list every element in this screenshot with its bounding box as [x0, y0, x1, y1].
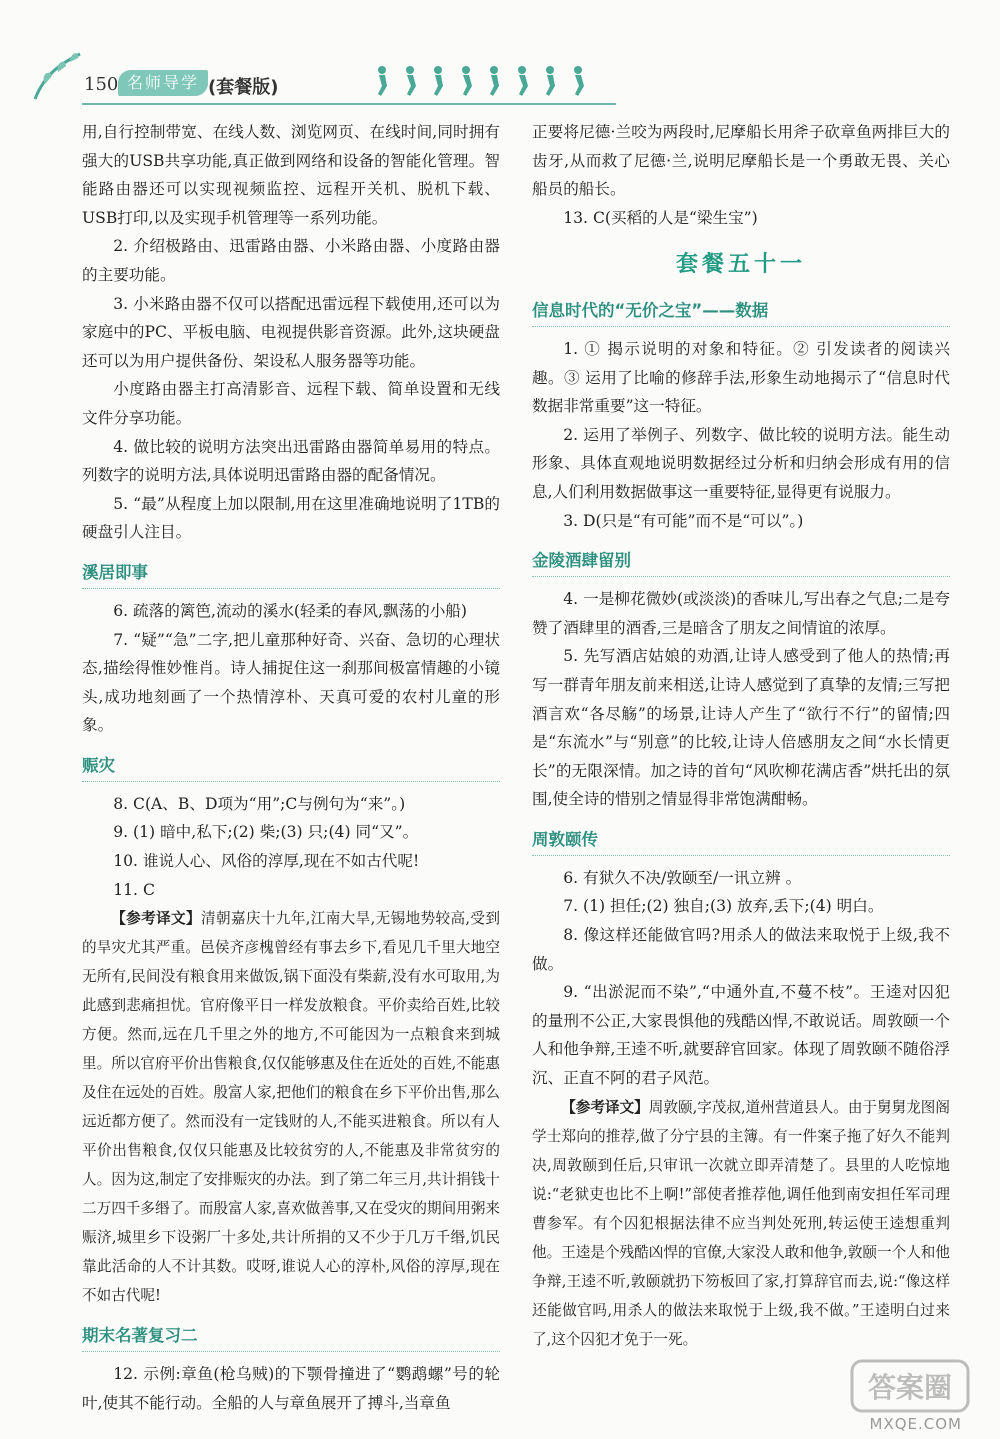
answer-item: 12. 示例:章鱼(枪乌贼)的下颚骨撞进了“鹦鹉螺”号的轮叶,使其不能行动。全船的人与章鱼展开了搏斗,当章鱼	[82, 1365, 500, 1412]
reference-translation	[532, 1093, 950, 1354]
answer-item: 13. C(买稻的人是“梁生宝”)	[563, 208, 758, 227]
answer-item: 10. 谁说人心、风俗的淳厚,现在不如古代呢!	[113, 852, 420, 871]
right-column	[532, 118, 950, 1354]
reference-translation	[82, 904, 500, 1310]
answer-item: 6. 有狱久不决/敦颐至/一讯立辨 。	[563, 868, 802, 887]
answer-item: 2. 运用了举例子、列数字、做比较的说明方法。能生动形象、具体直观地说明数据经过分析和归纳会形成有用的信息,人们利用数据做事这一重要特征,显得更有说服力。	[532, 425, 950, 501]
answer-item: 9. (1) 暗中,私下;(2) 柴;(3) 只;(4) 同“又”。	[113, 823, 419, 842]
reference-label: 【参考译文】	[561, 1098, 649, 1116]
section-title: 周敦颐传	[532, 826, 950, 856]
series-title: 名师导学	[118, 70, 208, 96]
decorative-vine-icon	[30, 44, 90, 104]
section-title: 期末名著复习二	[82, 1322, 500, 1352]
edition-label: (套餐版)	[208, 77, 279, 98]
watermark-url: MXQE.COM	[869, 1415, 962, 1433]
page-number: 150	[84, 74, 119, 95]
paragraph: 用,自行控制带宽、在线人数、浏览网页、在线时间,同时拥有强大的USB共享功能,真正做到网络和设备的智能化管理。智能路由器还可以实现视频监控、远程开关机、脱机下载、USB打印,以及实现手机管理等一系列功能。	[82, 123, 500, 227]
answer-item: 8. 像这样还能做官吗?用杀人的做法来取悦于上级,我不做。	[532, 926, 950, 973]
answer-item: 4. 一是柳花微妙(或淡淡)的香味儿,写出春之气息;二是夸赞了酒肆里的酒香,三是暗含了朋友之间情谊的浓厚。	[532, 590, 950, 637]
running-figures-icon	[372, 64, 604, 98]
answer-item: 1. ① 揭示说明的对象和特征。② 引发读者的阅读兴趣。③ 运用了比喻的修辞手法,形象生动地揭示了“信息时代数据非常重要”这一特征。	[532, 339, 950, 416]
reference-text: 清朝嘉庆十九年,江南大旱,无锡地势较高,受到的旱灾尤其严重。邑侯齐彦槐曾经有事去乡下,看见几千里大地空无所有,民间没有粮食用来做饭,锅下面没有柴薪,没有水可取用,为此感到悲痛担忧。官府像平日一样发放粮食。平价卖给百姓,比较方便。然而,远在几千里之外的地方,不可能因为一点粮食来到城里。所以官府平价出售粮食,仅仅能够惠及住在近处的百姓,不能惠及住在远处的百姓。殷富人家,把他们的粮食在乡下平价出售,那么远近都方便了。然而没有一定钱财的人,不能买进粮食。所以有人平价出售粮食,仅仅只能惠及比较贫穷的人,不能惠及非常贫穷的人。因为这,制定了安排赈灾的办法。到了第二年三月,共计捐钱十二万四千多缗了。而殷富人家,喜欢做善事,又在受灾的期间用粥来赈济,城里乡下设粥厂十多处,共计所捐的又不少于几万千缗,饥民靠此活命的人不计其数。哎呀,谁说人心的淳朴,风俗的淳厚,现在不如古代呢!	[82, 910, 500, 1305]
set-title: 套餐五十一	[675, 251, 806, 278]
answer-item: 4. 做比较的说明方法突出迅雷路由器简单易用的特点。列数字的说明方法,具体说明迅雷路由器的配备情况。	[82, 437, 500, 485]
section-title: 金陵酒肆留别	[532, 547, 950, 577]
answer-item: 5. 先写酒店姑娘的劝酒,让诗人感受到了他人的热情;再写一群青年朋友前来相送,让诗人感觉到了真挚的友情;三写把酒言欢“各尽觞”的场景,让诗人产生了“欲行不行”的留情;四是“东流水”与“别意”的比较,让诗人倍感朋友之间“水长情更长”的无限深情。加之诗的首句“风吹柳花满店香”烘托出的氛围,使全诗的惜别之情显得非常饱满酣畅。	[532, 647, 950, 809]
reference-text: 周敦颐,字茂叔,道州营道县人。由于舅舅龙图阁学士郑向的推荐,做了分宁县的主簿。有一件案子拖了好久不能判决,周敦颐到任后,只审讯一次就立即弄清楚了。县里的人吃惊地说:“老狱吏也比不上啊!”部使者推荐他,调任他到南安担任军司理曹参军。有个囚犯根据法律不应当判处死刑,转运使王逵想重判他。王逵是个残酷凶悍的官僚,大家没人敢和他争,敦颐一个人和他争辩,王逵不听,敦颐就扔下笏板回了家,打算辞官而去,说:“像这样还能做官吗,用杀人的做法来取悦于上级,我不做。”王逵明白过来了,这个囚犯才免于一死。	[532, 1098, 950, 1348]
header-rule	[82, 103, 616, 105]
paragraph: 正要将尼德·兰咬为两段时,尼摩船长用斧子砍章鱼两排巨大的齿牙,从而救了尼德·兰,说明尼摩船长是一个勇敢无畏、关心船员的船长。	[532, 123, 950, 199]
section-title: 溪居即事	[82, 559, 500, 589]
answer-item: 5. “最”从程度上加以限制,用在这里准确地说明了1TB的硬盘引人注目。	[82, 494, 500, 542]
section-title: 赈灾	[82, 752, 500, 782]
answer-item: 7. (1) 担任;(2) 独自;(3) 放弃,丢下;(4) 明白。	[563, 897, 884, 916]
watermark-logo-text: 答案圈	[867, 1371, 953, 1404]
answer-item: 3. 小米路由器不仅可以搭配迅雷远程下载使用,还可以为家庭中的PC、平板电脑、电视提供影音资源。此外,这块硬盘还可以为用户提供备份、架设私人服务器等功能。	[82, 294, 500, 370]
answer-item: 6. 疏落的篱笆,流动的溪水(轻柔的春风,飘荡的小船)	[113, 601, 467, 620]
answer-item: 3. D(只是“有可能”而不是“可以”。)	[563, 511, 804, 530]
section-title: 信息时代的“无价之宝”——数据	[532, 297, 950, 327]
answer-item: 9. “出淤泥而不染”,“中通外直,不蔓不枝”。王逵对囚犯的量刑不公正,大家畏惧他的残酷凶悍,不敢说话。周敦颐一个人和他争辩,王逵不听,就要辞官回家。体现了周敦颐不随俗浮沉、正直不阿的君子风范。	[532, 983, 950, 1088]
watermark-logo-icon	[850, 1355, 970, 1419]
page-header	[0, 0, 1000, 108]
answer-item: 7. “疑”“急”二字,把儿童那种好奇、兴奋、急切的心理状态,描绘得惟妙惟肖。诗人捕捉住这一刹那间极富情趣的小镜头,成功地刻画了一个热情淳朴、天真可爱的农村儿童的形象。	[82, 630, 500, 735]
paragraph: 小度路由器主打高清影音、远程下载、简单设置和无线文件分享功能。	[82, 380, 500, 427]
answer-item: 2. 介绍极路由、迅雷路由器、小米路由器、小度路由器的主要功能。	[82, 237, 500, 284]
answer-item: 11. C	[113, 880, 155, 899]
left-column	[82, 118, 500, 1417]
reference-label: 【参考译文】	[111, 910, 201, 928]
answer-item: 8. C(A、B、D项为“用”;C与例句为“来”。)	[113, 794, 406, 813]
